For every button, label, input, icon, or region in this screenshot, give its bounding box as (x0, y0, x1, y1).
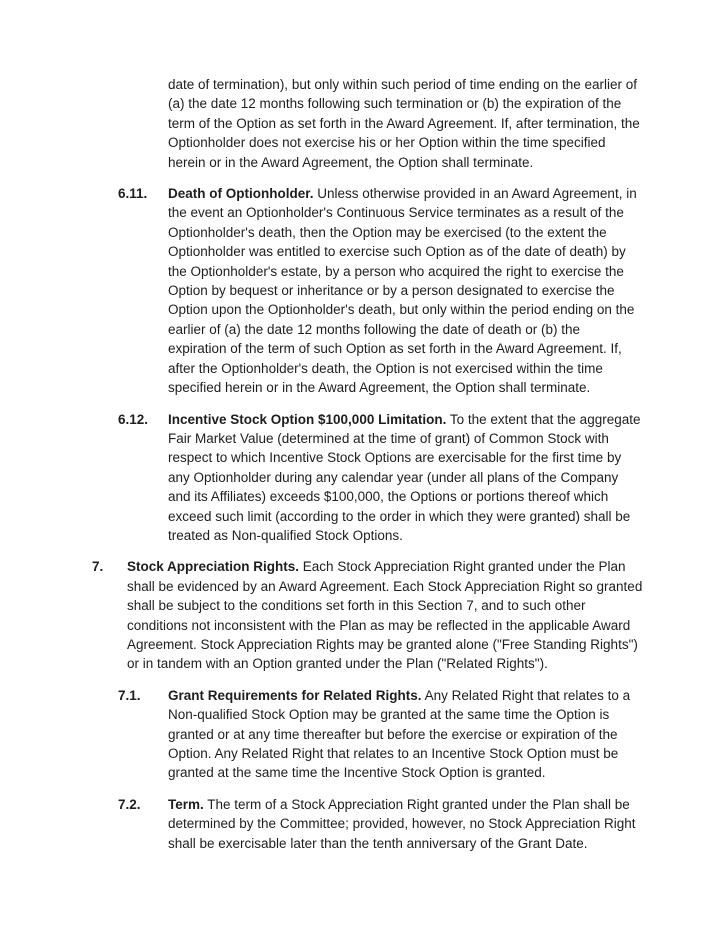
section-heading: Death of Optionholder. (168, 186, 314, 202)
section-number: 7.1. (118, 687, 141, 703)
section-number: 6.11. (118, 186, 148, 202)
section-body: Unless otherwise provided in an Award Agreement, in the event an Optionholder's Continuous Service terminates as a result of the Optionholder's death, then the Option may be exercised (to the extent the Optionholder was entitled to exercise such Option as of the date of death) by the Optionholder's estate, by a person who acquired the right to exercise the Option by bequest or inheritance or by a person designated to exercise the Option upon the Optionholder's death, but only within the period ending on the earlier of (a) the date 12 months following the date of death or (b) the expiration of the term of such Option as set forth in the Award Agreement. If, after the Optionholder's death, the Option is not exercised within the time specified herein or in the Award Agreement, the Option shall terminate. (168, 186, 637, 396)
section-heading: Grant Requirements for Related Rights. (168, 687, 422, 703)
section-text (168, 795, 642, 853)
section-heading: Term. (168, 796, 204, 812)
section-body: To the extent that the aggregate Fair Market Value (determined at the time of grant) of Common Stock with respect to which Incentive Stock Options are exercisable for the first time by any Optionholder during any calendar year (under all plans of the Company and its Affiliates) exceeds $100,000, the Options or portions thereof which exceed such limit (according to the order in which they were granted) shall be treated as Non-qualified Stock Options. (168, 411, 641, 543)
section-number: 6.12. (118, 411, 149, 427)
section-text (168, 410, 642, 546)
continuation-paragraph: date of termination), but only within such period of time ending on the earlier of (a) the date 12 months following such termination or (b) the expiration of the term of the Option as set forth in the Award Agreement. If, after termination, the Optionholder does not exercise his or her Option within the time specified herein or in the Award Agreement, the Option shall terminate. (168, 77, 640, 170)
section-body: Each Stock Appreciation Right granted under the Plan shall be evidenced by an Award Agreement. Each Stock Appreciation Right so granted shall be subject to the conditions set forth in this Section 7, and to such other conditions not inconsistent with the Plan as may be reflected in the applicable Award Agreement. Stock Appreciation Rights may be granted alone ("Free Standing Rights") or in tandem with an Option granted under the Plan ("Related Rights"). (127, 559, 643, 672)
section-7 (92, 557, 720, 673)
section-body: The term of a Stock Appreciation Right granted under the Plan shall be determined by the Committee; provided, however, no Stock Appreciation Right shall be exercisable later than the tenth anniversary of the Grant Date. (168, 796, 636, 851)
section-body: Any Related Right that relates to a Non-qualified Stock Option may be granted at the same time the Option is granted or at any time thereafter but before the exercise or expiration of the Option. Any Related Right that relates to an Incentive Stock Option must be granted at the same time the Incentive Stock Option is granted. (168, 687, 631, 781)
section-number: 7.2. (118, 796, 141, 812)
section-text (127, 557, 649, 673)
section-number: 7. (92, 559, 104, 575)
section-heading: Stock Appreciation Rights. (127, 559, 300, 575)
section-7-1 (118, 686, 720, 783)
section-text (168, 184, 642, 397)
section-6-12 (118, 410, 720, 546)
section-heading: Incentive Stock Option $100,000 Limitation. (168, 411, 447, 427)
section-6-11 (118, 184, 720, 397)
section-text (168, 686, 642, 783)
section-7-2 (118, 795, 720, 853)
